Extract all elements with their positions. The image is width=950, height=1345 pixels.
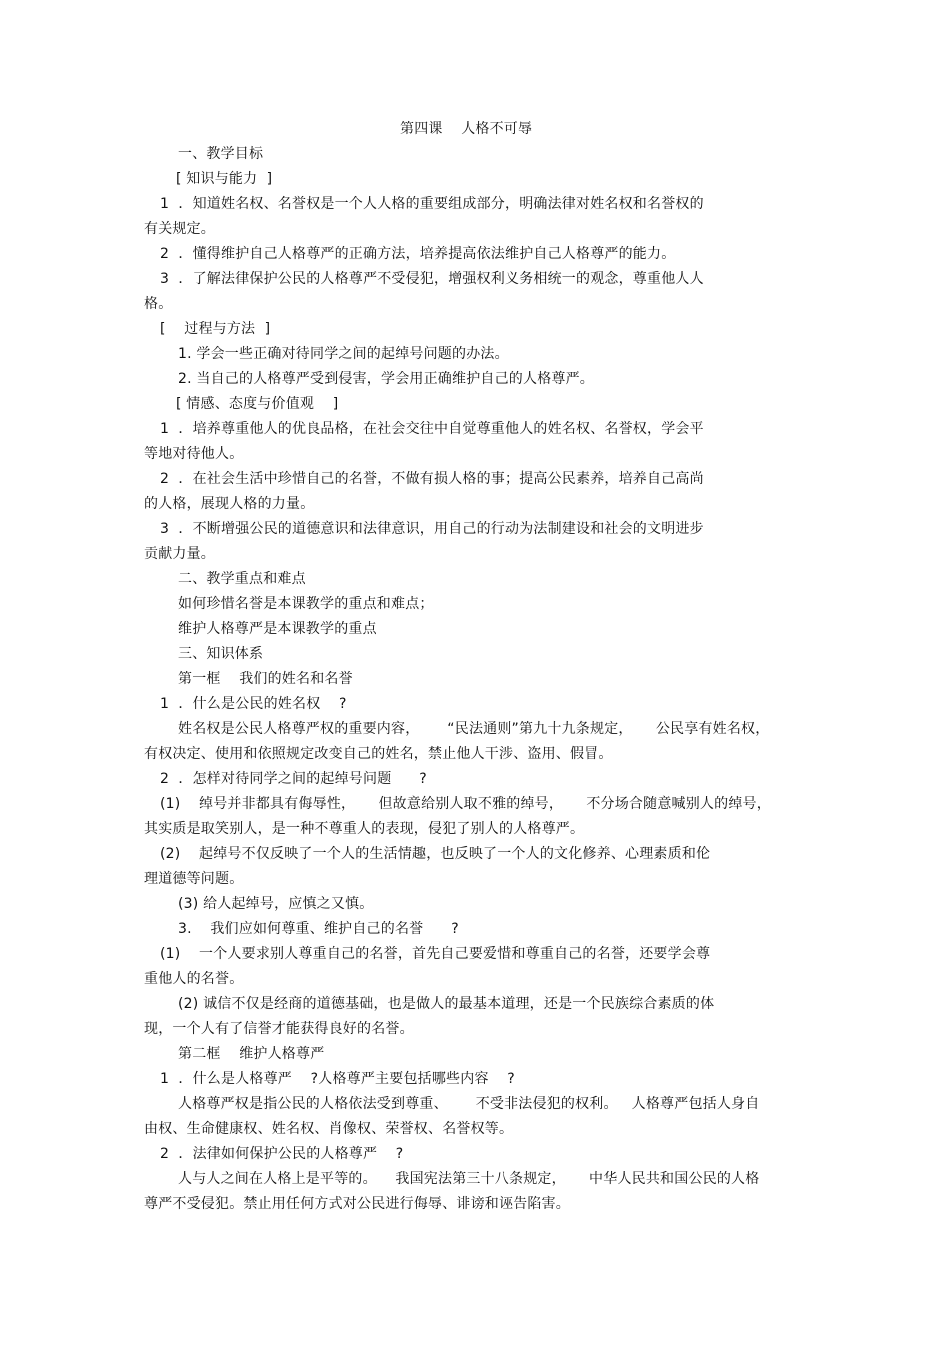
text-line: (3) 给人起绰号，应慎之又慎。 <box>178 896 374 912</box>
section-heading: 三、知识体系 <box>178 646 264 662</box>
subsection-heading: [ 过程与方法 ] <box>160 321 271 337</box>
text-line: (2) 起绰号不仅反映了一个人的生活情趣，也反映了一个人的文化修养、心理素质和伦 <box>160 846 711 862</box>
text-line: 尊严不受侵犯。禁止用任何方式对公民进行侮辱、诽谤和诬告陷害。 <box>144 1196 570 1212</box>
text-line: 1 ．什么是公民的姓名权 ? <box>160 696 347 712</box>
subsection-heading: 第一框 我们的姓名和名誉 <box>178 671 353 687</box>
text-line: 现，一个人有了信誉才能获得良好的名誉。 <box>144 1021 414 1037</box>
text-line: 由权、生命健康权、姓名权、肖像权、荣誉权、名誉权等。 <box>144 1121 514 1137</box>
text-line: 有权决定、使用和依照规定改变自己的姓名，禁止他人干涉、盗用、假冒。 <box>144 746 613 762</box>
text-line: 人与人之间在人格上是平等的。 我国宪法第三十八条规定， 中华人民共和国公民的人格 <box>178 1171 760 1187</box>
text-line: 1 ．培养尊重他人的优良品格，在社会交往中自觉尊重他人的姓名权、名誉权，学会平 <box>160 421 704 437</box>
text-line: 如何珍惜名誉是本课教学的重点和难点； <box>178 596 434 612</box>
section-heading: 二、教学重点和难点 <box>178 571 306 587</box>
text-line: 1 ．什么是人格尊严 ?人格尊严主要包括哪些内容 ? <box>160 1071 515 1087</box>
text-line: 贡献力量。 <box>144 546 215 562</box>
text-line: 重他人的名誉。 <box>144 971 244 987</box>
text-line: (2) 诚信不仅是经商的道德基础，也是做人的最基本道理，还是一个民族综合素质的体 <box>178 996 715 1012</box>
text-line: 的人格，展现人格的力量。 <box>144 496 315 512</box>
text-line: 人格尊严权是指公民的人格依法受到尊重、 不受非法侵犯的权利。 人格尊严包括人身自 <box>178 1096 760 1112</box>
document-title: 第四课 人格不可辱 <box>400 121 533 137</box>
text-line: 姓名权是公民人格尊严权的重要内容， “民法通则”第九十九条规定， 公民享有姓名权， <box>178 721 770 737</box>
text-line: 1 ．知道姓名权、名誉权是一个人人格的重要组成部分，明确法律对姓名权和名誉权的 <box>160 196 704 212</box>
subsection-heading: 第二框 维护人格尊严 <box>178 1046 325 1062</box>
text-line: (1) 一个人要求别人尊重自己的名誉，首先自己要爱惜和尊重自己的名誉，还要学会尊 <box>160 946 711 962</box>
text-line: 2. 当自己的人格尊严受到侵害，学会用正确维护自己的人格尊严。 <box>178 371 595 387</box>
text-line: 2 ．在社会生活中珍惜自己的名誉，不做有损人格的事；提高公民素养，培养自己高尚 <box>160 471 704 487</box>
text-line: 2 ．怎样对待同学之间的起绰号问题 ? <box>160 771 427 787</box>
text-line: 2 ．懂得维护自己人格尊严的正确方法，培养提高依法维护自己人格尊严的能力。 <box>160 246 676 262</box>
text-line: 理道德等问题。 <box>144 871 244 887</box>
text-line: 等地对待他人。 <box>144 446 244 462</box>
text-line: 维护人格尊严是本课教学的重点 <box>178 621 377 637</box>
text-line: 3 ．了解法律保护公民的人格尊严不受侵犯，增强权利义务相统一的观念，尊重他人人 <box>160 271 704 287</box>
text-line: 其实质是取笑别人，是一种不尊重人的表现，侵犯了别人的人格尊严。 <box>144 821 585 837</box>
subsection-heading: [ 知识与能力 ] <box>176 171 273 187</box>
section-heading: 一、教学目标 <box>178 146 264 162</box>
subsection-heading: [ 情感、态度与价值观 ] <box>176 396 339 412</box>
text-line: 有关规定。 <box>144 221 215 237</box>
text-line: 2 ．法律如何保护公民的人格尊严 ? <box>160 1146 404 1162</box>
text-line: 格。 <box>144 296 173 312</box>
text-line: 1. 学会一些正确对待同学之间的起绰号问题的办法。 <box>178 346 509 362</box>
text-line: 3 ．不断增强公民的道德意识和法律意识，用自己的行动为法制建设和社会的文明进步 <box>160 521 704 537</box>
text-line: (1) 绰号并非都具有侮辱性， 但故意给别人取不雅的绰号， 不分场合随意喊别人的绰号， <box>160 796 771 812</box>
text-line: 3. 我们应如何尊重、维护自己的名誉 ? <box>178 921 459 937</box>
